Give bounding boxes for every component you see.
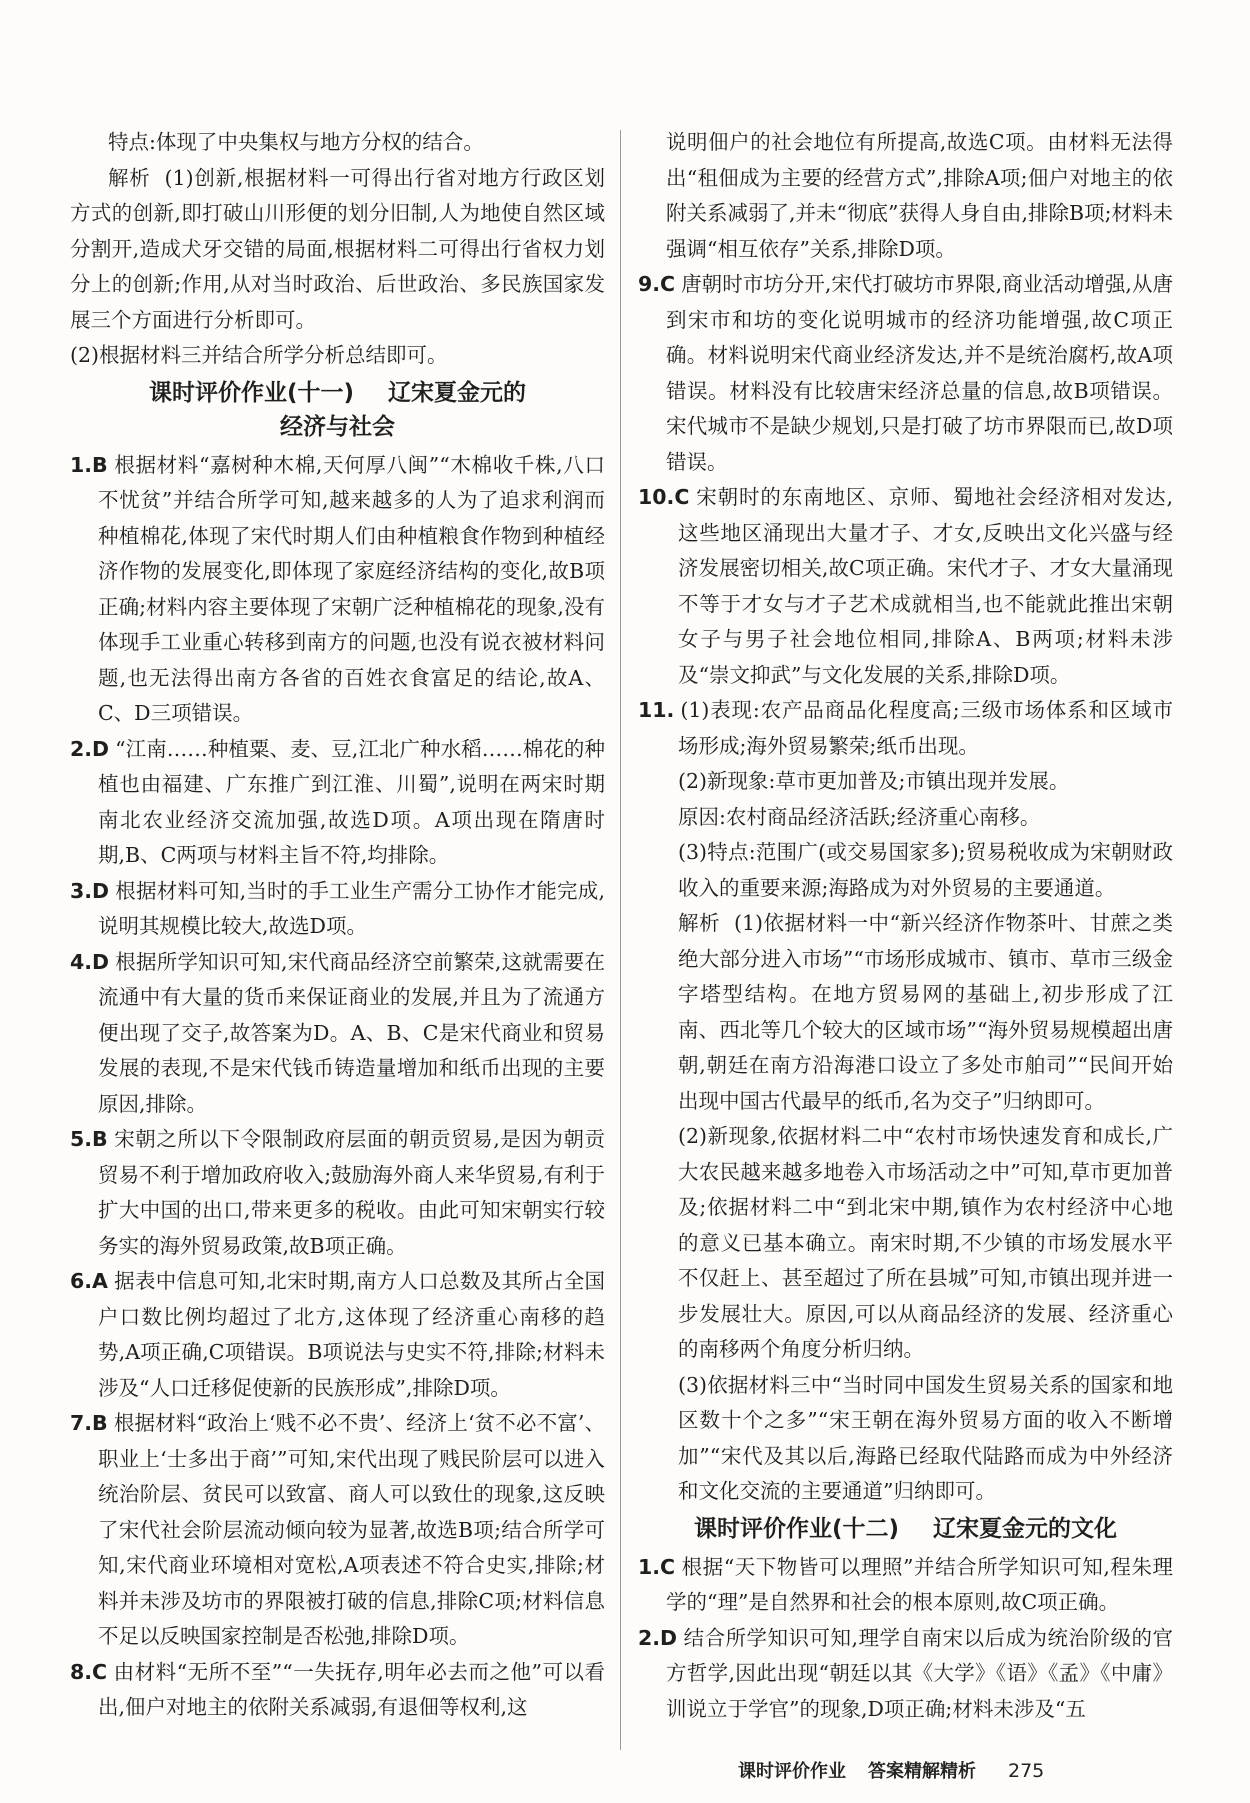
answer-text: 宋朝时的东南地区、京师、蜀地社会经济相对发达,这些地区涌现出大量才子、才女,反映出文化兴盛与经济发展密切相关,故C项正确。宋代才子、才女大量涌现不等于才女与才子艺术成就相当,也不能就此推出宋朝女子与男子社会地位相同,排除A、B两项;材料未涉及“崇文抑武”与文化发展的关系,排除D项。 [678,485,1173,687]
section-title [70,376,605,444]
analysis-label: 解析 [678,911,720,935]
answer-text: 宋朝之所以下令限制政府层面的朝贡贸易,是因为朝贡贸易不利于增加政府收入;鼓励海外商人来华贸易,有利于扩大中国的出口,带来更多的税收。由此可知宋朝实行较务实的海外贸易政策,故B项正确。 [98,1127,605,1258]
answer-item-7 [70,1406,605,1655]
answer-number: 6.A [70,1269,108,1293]
analysis-label: 解析 [108,165,151,190]
answer-item-6 [70,1264,605,1406]
page-number: 275 [1008,1760,1045,1782]
section-title-c: 经济与社会 [280,413,395,440]
answer-item-8-continued [638,125,1173,267]
answer-number: 5.B [70,1127,108,1151]
answer-number: 4.D [70,949,110,974]
answer-number: 1.C [638,1554,676,1579]
answer-item-5 [70,1122,605,1264]
answer-analysis [638,906,1173,1119]
answer-line: (2)新现象:草市更加普及;市镇出现并发展。 [678,769,1070,793]
answer-number: 3.D [70,878,110,903]
answer-number: 10.C [638,485,690,509]
answer-text: 根据所学知识可知,宋代商品经济空前繁荣,这就需要在流通中有大量的货币来保证商业的发展,并且为了流通方便出现了交子,故答案为D。A、B、C是宋代商业和贸易发展的表现,不是宋代钱币铸造量增加和纸币出现的主要原因,排除。 [98,949,605,1116]
answer-number: 8.C [70,1659,108,1684]
answer-number: 1.B [70,452,108,477]
answer-text: 根据“天下物皆可以理照”并结合所学知识可知,程朱理学的“理”是自然界和社会的根本原则,故C项正确。 [666,1554,1173,1614]
answer-text: 结合所学知识可知,理学自南宋以后成为统治阶级的官方哲学,因此出现“朝廷以其《大学》《语》《孟》《中庸》训说立于学官”的现象,D项正确;材料未涉及“五 [666,1625,1173,1721]
answer-item-r2 [638,1621,1173,1728]
answer-line: (2)新现象,依据材料二中“农村市场快速发育和成长,广大农民越来越多地卷入市场活动之中”可知,草市更加普及;依据材料二中“到北宋中期,镇作为农村经济中心地的意义已基本确立。南宋时期,不少镇的市场发展水平不仅赶上、甚至超过了所在县城”可知,市镇出现并进一步发展壮大。原因,可以从商品经济的发展、经济重心的南移两个角度分析归纳。 [678,1124,1173,1361]
answer-number: 7.B [70,1411,108,1435]
answer-text: 根据材料“嘉树种木棉,天何厚八闽”“木棉收千株,八口不忧贫”并结合所学可知,越来越多的人为了追求利润而种植棉花,体现了宋代时期人们由种植粮食作物到种植经济作物的发展变化,即体现了家庭经济结构的变化,故B项正确;材料内容主要体现了宋朝广泛种植棉花的现象,没有体现手工业重心转移到南方的问题,也没有说衣被材料问题,也无法得出南方各省的百姓衣食富足的结论,故A、C、D三项错误。 [98,452,605,725]
footer-title: 课时评价作业 [738,1761,846,1782]
intro-feature: 特点:体现了中央集权与地方分权的结合。 [108,130,484,154]
answer-number: 11. [638,698,675,722]
answer-item-3 [70,874,605,945]
analysis-text: (1)依据材料一中“新兴经济作物茶叶、甘蔗之类绝大部分进入市场”“市场形成城市、镇市、草市三级金字塔型结构。在地方贸易网的基础上,初步形成了江南、西北等几个较大的区域市场”“海外贸易规模超出唐朝,朝廷在南方沿海港口设立了多处市舶司”“民间开始出现中国古代最早的纸币,名为交子”归纳即可。 [678,911,1173,1113]
answer-line: (3)依据材料三中“当时同中国发生贸易关系的国家和地区数十个之多”“宋王朝在海外贸易方面的收入不断增加”“宋代及其以后,海路已经取代陆路而成为中外经济和文化交流的主要通道”归纳即可。 [678,1372,1173,1503]
answer-item-1 [70,448,605,732]
answer-text: 唐朝时市坊分开,宋代打破坊市界限,商业活动增强,从唐到宋市和坊的变化说明城市的经济功能增强,故C项正确。材料说明宋代商业经济发达,并不是统治腐朽,故A项错误。材料没有比较唐宋经济总量的信息,故B项错误。宋代城市不是缺少规划,只是打破了坊市界限而已,故D项错误。 [666,272,1173,474]
footer-subtitle: 答案精解精析 [868,1761,976,1782]
section-title-b: 辽宋夏金元的 [388,379,527,406]
right-column [638,125,1173,1727]
answer-text: 说明佃户的社会地位有所提高,故选C项。由材料无法得出“租佃成为主要的经营方式”,排除A项;佃户对地主的依附关系减弱了,并未“彻底”获得人身自由,排除B项;材料未强调“相互依存”关系,排除D项。 [666,130,1173,261]
answer-text: (1)表现:农产品商品化程度高;三级市场体系和区域市场形成;海外贸易繁荣;纸币出现。 [678,698,1173,758]
column-divider [620,130,621,1750]
answer-item-2 [70,732,605,874]
intro-item-2: (2)根据材料三并结合所学分析总结即可。 [70,343,448,367]
answer-item-10 [638,480,1173,693]
answer-text: 由材料“无所不至”“一失抚存,明年必去而之他”可以看出,佃户对地主的依附关系减弱,有退佃等权利,这 [98,1659,605,1719]
page-footer [738,1757,1066,1783]
section2-title-b: 辽宋夏金元的文化 [933,1515,1118,1542]
answer-text: 根据材料可知,当时的手工业生产需分工协作才能完成,说明其规模比较大,故选D项。 [98,878,605,938]
answer-line: (3)特点:范围广(或交易国家多);贸易税收成为宋朝财政收入的重要来源;海路成为对外贸易的主要通道。 [678,840,1173,900]
answer-number: 2.D [638,1625,678,1650]
intro-analysis [70,161,605,339]
answer-number: 2.D [70,736,110,761]
section-title-2 [638,1512,1173,1546]
left-column [70,125,605,1726]
analysis-text: (1)创新,根据材料一可得出行省对地方行政区划方式的创新,即打破山川形便的划分旧制,人为地使自然区域分割开,造成犬牙交错的局面,根据材料二可得出行省权力划分上的创新;作用,从对当时政治、后世政治、多民族国家发展三个方面进行分析即可。 [70,165,605,332]
answer-item-8 [70,1655,605,1726]
answer-text: “江南……种植粟、麦、豆,江北广种水稻……棉花的种植也由福建、广东推广到江淮、川蜀”,说明在两宋时期南北农业经济交流加强,故选D项。A项出现在隋唐时期,B、C两项与材料主旨不符,均排除。 [98,736,605,867]
answer-item-4 [70,945,605,1123]
answer-item-9 [638,267,1173,480]
section2-title-a: 课时评价作业(十二) [693,1515,900,1542]
answer-text: 根据材料“政治上‘贱不必不贵’、经济上‘贫不必不富’、职业上‘士多出于商’”可知,宋代出现了贱民阶层可以进入统治阶层、贫民可以致富、商人可以致仕的现象,这反映了宋代社会阶层流动倾向较为显著,故选B项;结合所学可知,宋代商业环境相对宽松,A项表述不符合史实,排除;材料并未涉及坊市的界限被打破的信息,排除C项;材料信息不足以反映国家控制是否松弛,排除D项。 [98,1411,605,1648]
section-title-a: 课时评价作业(十一) [148,379,355,406]
answer-text: 据表中信息可知,北宋时期,南方人口总数及其所占全国户口数比例均超过了北方,这体现了经济重心南移的趋势,A项正确,C项错误。B项说法与史实不符,排除;材料未涉及“人口迁移促使新的民族形成”,排除D项。 [98,1269,605,1400]
answer-item-r1 [638,1550,1173,1621]
answer-line: 原因:农村商品经济活跃;经济重心南移。 [678,804,1041,829]
answer-item-11 [638,693,1173,1510]
answer-number: 9.C [638,272,676,296]
